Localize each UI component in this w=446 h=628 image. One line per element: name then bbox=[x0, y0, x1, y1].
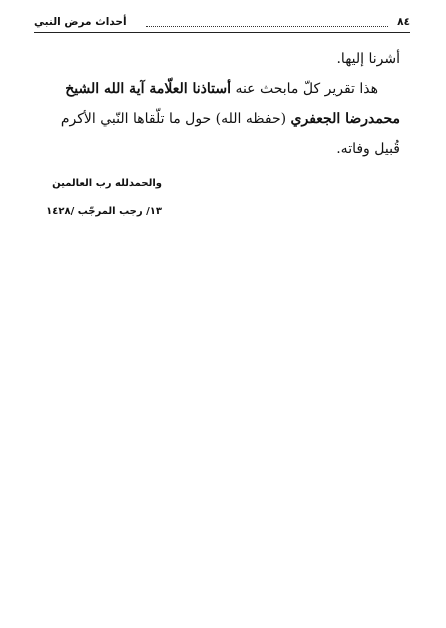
teacher-title: أستاذنا العلّامة آية الله الشيخ bbox=[65, 81, 231, 97]
body-line-2 bbox=[60, 74, 400, 104]
body-line-3-end: (حفظه الله) حول ما تلّقاها النّبي الأكرم bbox=[60, 111, 291, 127]
header-dotted-leader bbox=[146, 26, 388, 27]
page-number: ٨٤ bbox=[397, 16, 410, 28]
body-line-2-start: هذا تقرير كلّ مابحث عنه bbox=[231, 81, 378, 97]
body-line-4: قُبيل وفاته. bbox=[336, 141, 400, 157]
body-line-1: أشرنا إليها. bbox=[336, 51, 400, 67]
teacher-name: محمدرضا الجعفري bbox=[290, 111, 400, 127]
running-header bbox=[34, 16, 410, 32]
body-line-3 bbox=[60, 104, 400, 134]
header-rule bbox=[34, 32, 410, 33]
body-text bbox=[60, 44, 400, 164]
closing-praise: والحمدلله رب العالمين bbox=[52, 178, 162, 189]
header-title: أحداث مرض النبي bbox=[34, 16, 127, 28]
closing-date: ١٣/ رجب المرجّب /١٤٢٨ bbox=[46, 206, 162, 217]
